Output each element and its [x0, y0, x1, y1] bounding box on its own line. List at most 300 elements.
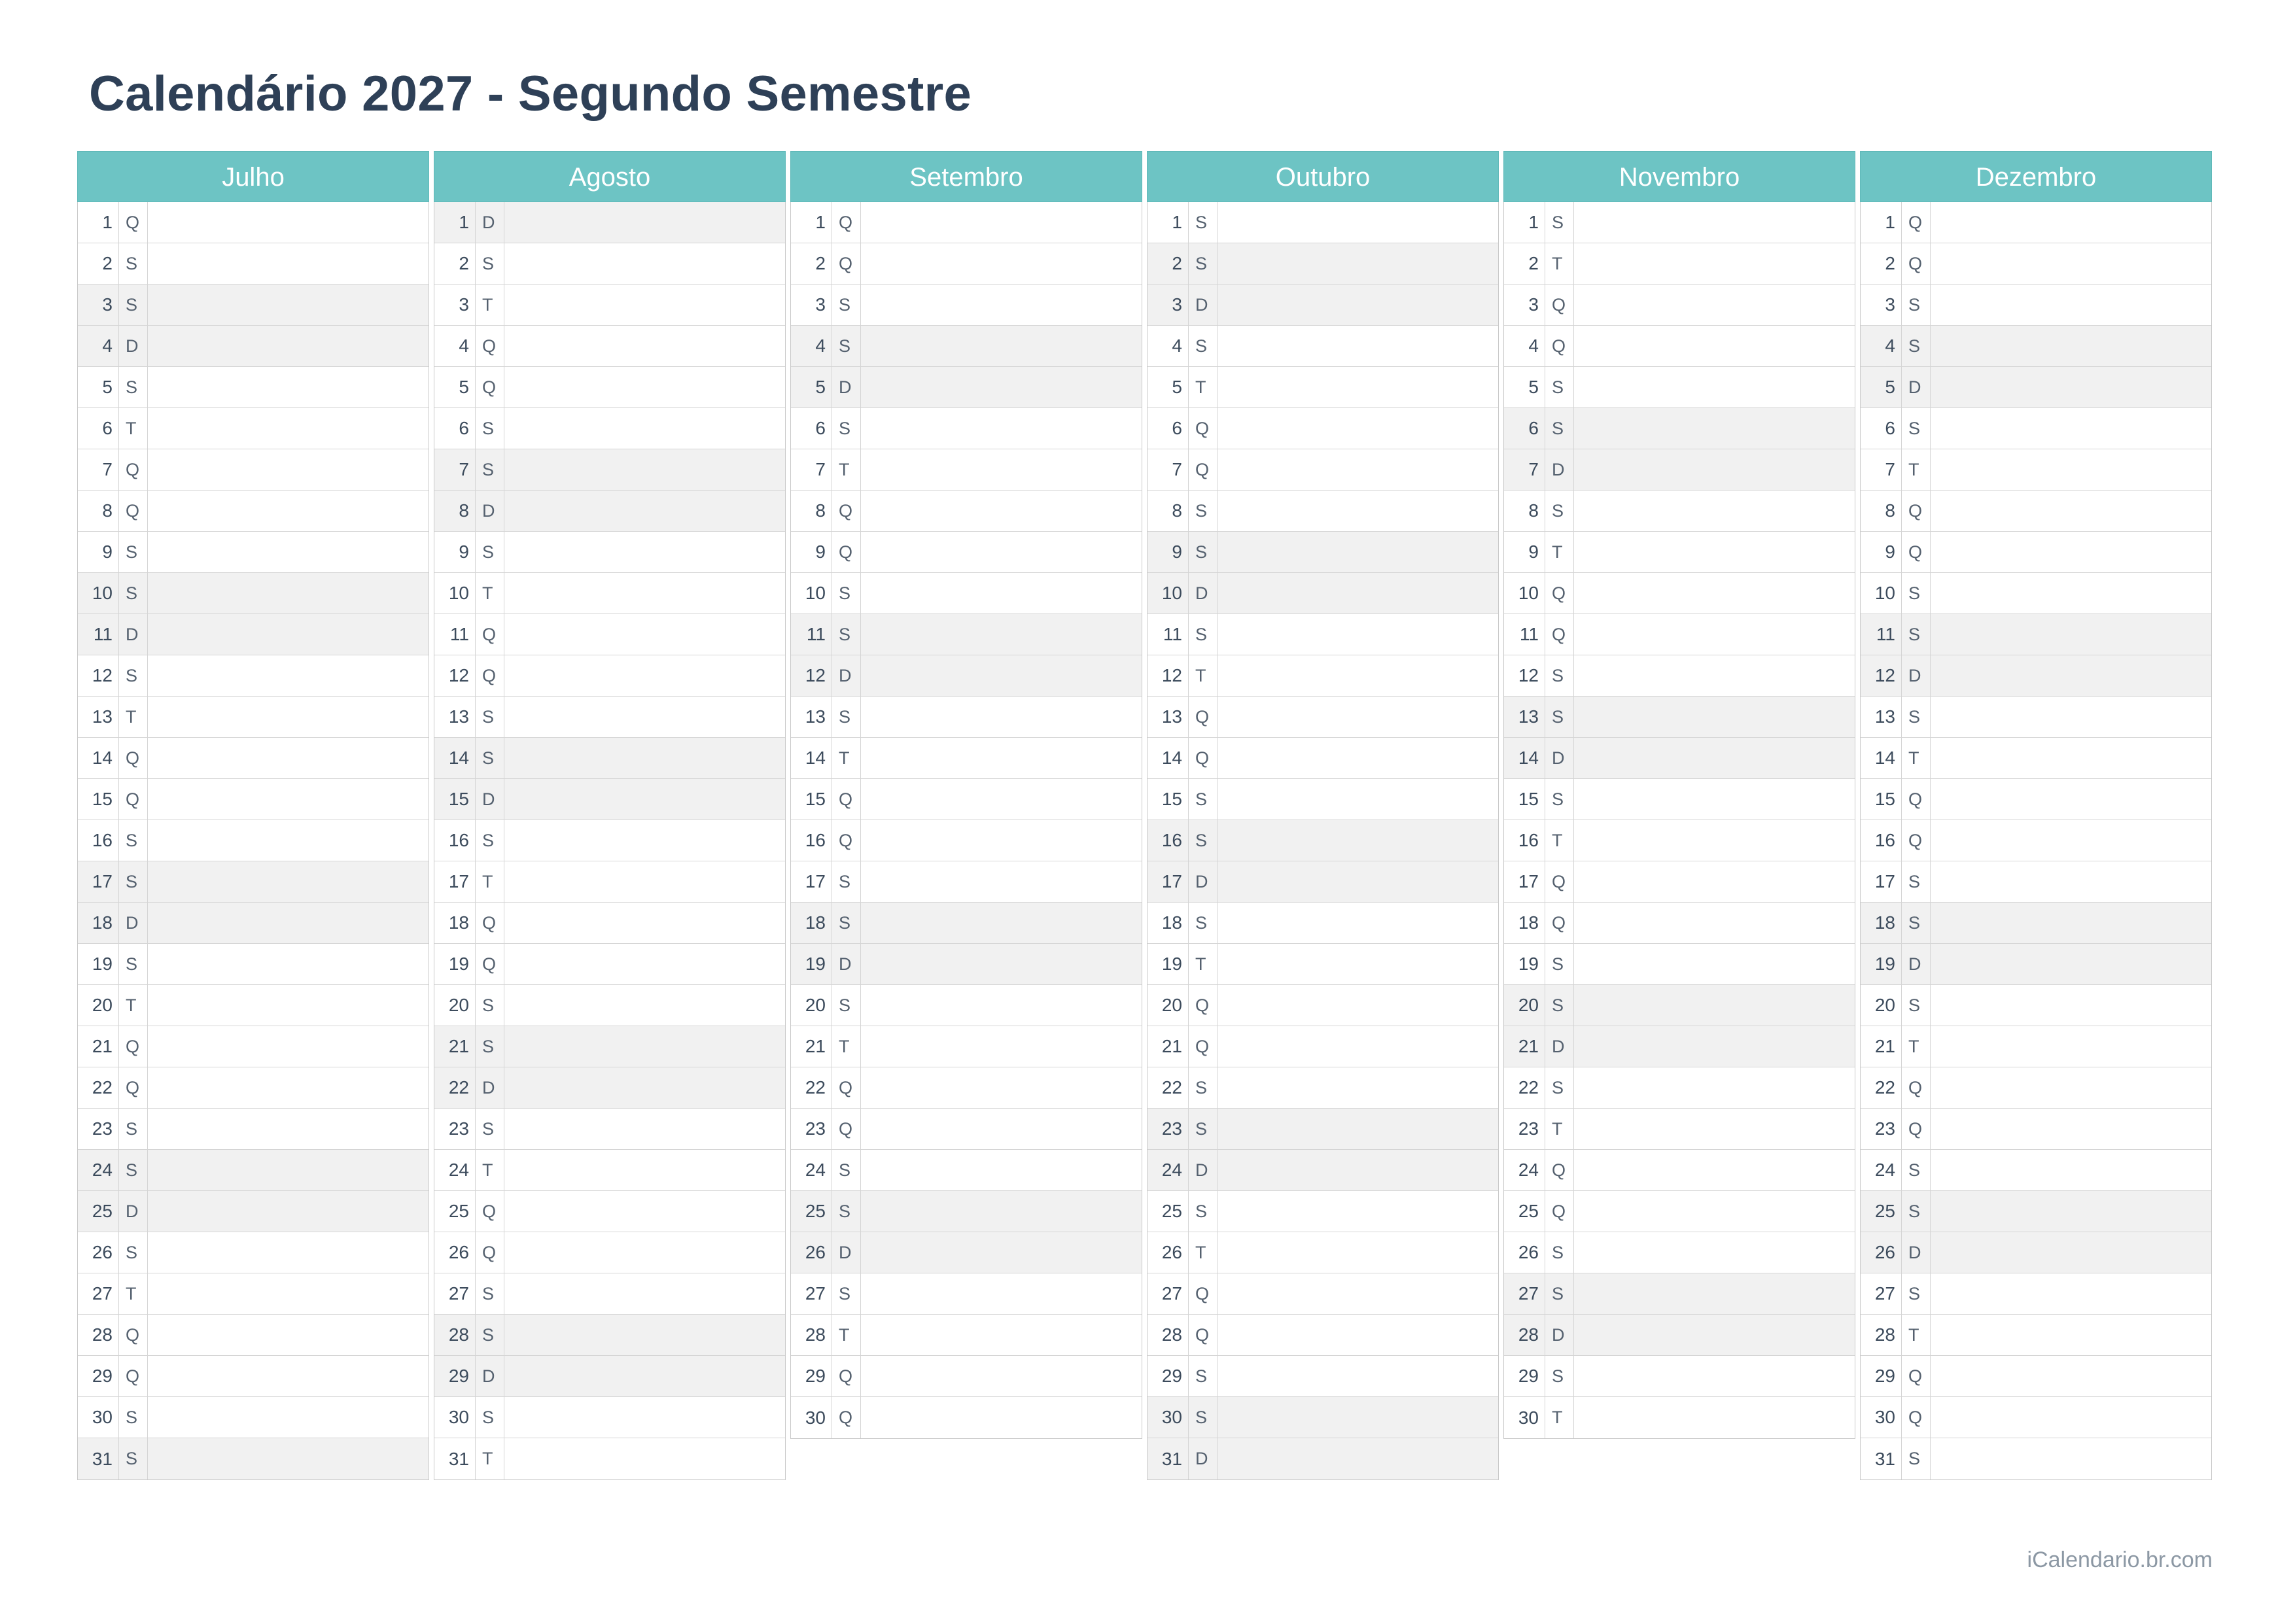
day-note-area[interactable]: [147, 1315, 429, 1355]
day-row[interactable]: [1504, 655, 1855, 697]
day-row[interactable]: [1148, 779, 1498, 820]
day-row[interactable]: [1148, 1356, 1498, 1397]
day-row[interactable]: [1504, 1273, 1855, 1315]
day-note-area[interactable]: [1930, 738, 2211, 778]
day-note-area[interactable]: [147, 491, 429, 531]
day-note-area[interactable]: [860, 1109, 1142, 1149]
day-note-area[interactable]: [1573, 285, 1855, 325]
day-note-area[interactable]: [1930, 655, 2211, 696]
day-row[interactable]: [1861, 1109, 2211, 1150]
day-note-area[interactable]: [1930, 779, 2211, 820]
day-note-area[interactable]: [147, 1026, 429, 1067]
day-row[interactable]: [791, 326, 1142, 367]
day-row[interactable]: [1504, 614, 1855, 655]
day-note-area[interactable]: [147, 243, 429, 284]
day-row[interactable]: [434, 1232, 785, 1273]
day-row[interactable]: [1504, 861, 1855, 903]
day-row[interactable]: [791, 779, 1142, 820]
day-note-area[interactable]: [504, 285, 785, 325]
day-row[interactable]: [1504, 1150, 1855, 1191]
day-note-area[interactable]: [147, 1397, 429, 1438]
day-row[interactable]: [1148, 614, 1498, 655]
day-note-area[interactable]: [147, 326, 429, 366]
day-row[interactable]: [434, 655, 785, 697]
day-note-area[interactable]: [147, 944, 429, 984]
day-row[interactable]: [1148, 326, 1498, 367]
day-note-area[interactable]: [147, 1356, 429, 1396]
day-note-area[interactable]: [504, 573, 785, 613]
day-note-area[interactable]: [1573, 408, 1855, 449]
day-row[interactable]: [1861, 944, 2211, 985]
day-note-area[interactable]: [504, 202, 785, 243]
day-row[interactable]: [78, 1356, 429, 1397]
day-row[interactable]: [1504, 1232, 1855, 1273]
day-row[interactable]: [1148, 491, 1498, 532]
day-note-area[interactable]: [504, 1026, 785, 1067]
day-row[interactable]: [1861, 408, 2211, 449]
day-note-area[interactable]: [860, 491, 1142, 531]
day-note-area[interactable]: [1930, 697, 2211, 737]
day-note-area[interactable]: [1573, 367, 1855, 407]
day-row[interactable]: [791, 1191, 1142, 1232]
day-row[interactable]: [1861, 820, 2211, 861]
day-note-area[interactable]: [504, 449, 785, 490]
day-row[interactable]: [1861, 1273, 2211, 1315]
day-note-area[interactable]: [147, 985, 429, 1026]
day-note-area[interactable]: [1573, 573, 1855, 613]
day-note-area[interactable]: [860, 532, 1142, 572]
day-note-area[interactable]: [1217, 985, 1498, 1026]
day-note-area[interactable]: [504, 1315, 785, 1355]
day-row[interactable]: [78, 861, 429, 903]
day-note-area[interactable]: [1930, 1109, 2211, 1149]
day-note-area[interactable]: [1573, 491, 1855, 531]
day-row[interactable]: [1148, 1067, 1498, 1109]
day-note-area[interactable]: [504, 738, 785, 778]
day-row[interactable]: [1504, 697, 1855, 738]
day-note-area[interactable]: [860, 738, 1142, 778]
day-row[interactable]: [434, 1191, 785, 1232]
day-row[interactable]: [78, 367, 429, 408]
day-note-area[interactable]: [504, 820, 785, 861]
day-row[interactable]: [1861, 1150, 2211, 1191]
day-row[interactable]: [1861, 1026, 2211, 1067]
day-note-area[interactable]: [1217, 202, 1498, 243]
day-row[interactable]: [1861, 1356, 2211, 1397]
day-row[interactable]: [791, 573, 1142, 614]
day-note-area[interactable]: [1217, 697, 1498, 737]
day-row[interactable]: [434, 243, 785, 285]
day-row[interactable]: [1148, 532, 1498, 573]
day-row[interactable]: [78, 326, 429, 367]
day-row[interactable]: [78, 408, 429, 449]
day-note-area[interactable]: [860, 779, 1142, 820]
day-note-area[interactable]: [860, 1150, 1142, 1190]
day-note-area[interactable]: [860, 202, 1142, 243]
day-note-area[interactable]: [1930, 1273, 2211, 1314]
day-note-area[interactable]: [147, 1109, 429, 1149]
day-note-area[interactable]: [860, 1191, 1142, 1232]
day-note-area[interactable]: [860, 573, 1142, 613]
day-row[interactable]: [1504, 1397, 1855, 1438]
day-note-area[interactable]: [1573, 738, 1855, 778]
day-row[interactable]: [1861, 1315, 2211, 1356]
day-note-area[interactable]: [504, 614, 785, 655]
day-note-area[interactable]: [860, 285, 1142, 325]
day-row[interactable]: [1861, 738, 2211, 779]
day-note-area[interactable]: [504, 1438, 785, 1479]
day-note-area[interactable]: [1930, 1356, 2211, 1396]
day-row[interactable]: [1148, 367, 1498, 408]
day-row[interactable]: [791, 1315, 1142, 1356]
day-note-area[interactable]: [147, 697, 429, 737]
day-note-area[interactable]: [1217, 326, 1498, 366]
day-row[interactable]: [1148, 1150, 1498, 1191]
day-row[interactable]: [1504, 1356, 1855, 1397]
day-note-area[interactable]: [1573, 1109, 1855, 1149]
day-note-area[interactable]: [1573, 985, 1855, 1026]
day-row[interactable]: [1148, 408, 1498, 449]
day-row[interactable]: [434, 408, 785, 449]
day-note-area[interactable]: [1217, 1232, 1498, 1273]
day-note-area[interactable]: [860, 861, 1142, 902]
day-note-area[interactable]: [860, 944, 1142, 984]
day-note-area[interactable]: [1573, 1232, 1855, 1273]
day-row[interactable]: [791, 697, 1142, 738]
day-row[interactable]: [1504, 532, 1855, 573]
day-note-area[interactable]: [1217, 1026, 1498, 1067]
day-row[interactable]: [791, 738, 1142, 779]
day-note-area[interactable]: [1217, 1191, 1498, 1232]
day-note-area[interactable]: [1217, 944, 1498, 984]
day-note-area[interactable]: [860, 614, 1142, 655]
day-note-area[interactable]: [1217, 614, 1498, 655]
day-row[interactable]: [1148, 1191, 1498, 1232]
day-note-area[interactable]: [504, 861, 785, 902]
day-row[interactable]: [1148, 1438, 1498, 1479]
day-row[interactable]: [791, 1397, 1142, 1438]
day-row[interactable]: [434, 614, 785, 655]
day-note-area[interactable]: [504, 944, 785, 984]
day-note-area[interactable]: [1930, 820, 2211, 861]
day-note-area[interactable]: [1217, 861, 1498, 902]
day-note-area[interactable]: [147, 861, 429, 902]
day-row[interactable]: [78, 1315, 429, 1356]
day-note-area[interactable]: [504, 367, 785, 407]
day-row[interactable]: [1861, 202, 2211, 243]
day-note-area[interactable]: [860, 985, 1142, 1026]
day-row[interactable]: [1861, 614, 2211, 655]
day-row[interactable]: [1148, 1315, 1498, 1356]
day-row[interactable]: [791, 243, 1142, 285]
day-row[interactable]: [1504, 985, 1855, 1026]
day-row[interactable]: [78, 1191, 429, 1232]
day-note-area[interactable]: [504, 532, 785, 572]
day-row[interactable]: [78, 573, 429, 614]
day-row[interactable]: [434, 779, 785, 820]
day-note-area[interactable]: [147, 1273, 429, 1314]
day-row[interactable]: [1148, 1273, 1498, 1315]
day-note-area[interactable]: [147, 367, 429, 407]
day-row[interactable]: [1504, 820, 1855, 861]
day-note-area[interactable]: [1930, 408, 2211, 449]
day-row[interactable]: [78, 779, 429, 820]
day-row[interactable]: [1504, 1026, 1855, 1067]
day-row[interactable]: [791, 820, 1142, 861]
day-note-area[interactable]: [1930, 1026, 2211, 1067]
day-note-area[interactable]: [1217, 1067, 1498, 1108]
day-row[interactable]: [1148, 861, 1498, 903]
day-row[interactable]: [434, 1150, 785, 1191]
day-row[interactable]: [78, 1438, 429, 1479]
day-note-area[interactable]: [860, 903, 1142, 943]
day-row[interactable]: [791, 861, 1142, 903]
day-note-area[interactable]: [1930, 1438, 2211, 1479]
day-note-area[interactable]: [147, 1067, 429, 1108]
day-row[interactable]: [791, 985, 1142, 1026]
day-note-area[interactable]: [147, 738, 429, 778]
day-note-area[interactable]: [1217, 1315, 1498, 1355]
day-row[interactable]: [1861, 655, 2211, 697]
day-note-area[interactable]: [1930, 903, 2211, 943]
day-note-area[interactable]: [147, 903, 429, 943]
day-note-area[interactable]: [1217, 1397, 1498, 1438]
day-note-area[interactable]: [1930, 532, 2211, 572]
day-note-area[interactable]: [1573, 326, 1855, 366]
day-row[interactable]: [791, 491, 1142, 532]
day-note-area[interactable]: [1573, 655, 1855, 696]
day-row[interactable]: [1504, 903, 1855, 944]
day-note-area[interactable]: [860, 820, 1142, 861]
day-note-area[interactable]: [1217, 1109, 1498, 1149]
day-note-area[interactable]: [1573, 449, 1855, 490]
day-note-area[interactable]: [1573, 202, 1855, 243]
day-row[interactable]: [434, 944, 785, 985]
day-row[interactable]: [1861, 1397, 2211, 1438]
day-row[interactable]: [1861, 697, 2211, 738]
day-row[interactable]: [78, 820, 429, 861]
day-note-area[interactable]: [1930, 614, 2211, 655]
day-note-area[interactable]: [1217, 573, 1498, 613]
day-row[interactable]: [434, 285, 785, 326]
day-note-area[interactable]: [1930, 1397, 2211, 1438]
day-note-area[interactable]: [147, 202, 429, 243]
day-note-area[interactable]: [504, 1356, 785, 1396]
day-row[interactable]: [1148, 1109, 1498, 1150]
day-row[interactable]: [1148, 820, 1498, 861]
day-row[interactable]: [1861, 1191, 2211, 1232]
day-row[interactable]: [78, 944, 429, 985]
day-note-area[interactable]: [1573, 1397, 1855, 1438]
day-note-area[interactable]: [1573, 614, 1855, 655]
day-row[interactable]: [78, 285, 429, 326]
day-row[interactable]: [78, 202, 429, 243]
day-note-area[interactable]: [1573, 1191, 1855, 1232]
day-row[interactable]: [1504, 243, 1855, 285]
day-row[interactable]: [791, 367, 1142, 408]
day-row[interactable]: [791, 614, 1142, 655]
day-note-area[interactable]: [1573, 944, 1855, 984]
day-row[interactable]: [434, 1356, 785, 1397]
day-row[interactable]: [1504, 1191, 1855, 1232]
day-note-area[interactable]: [1930, 243, 2211, 284]
day-note-area[interactable]: [1217, 449, 1498, 490]
day-row[interactable]: [434, 1397, 785, 1438]
day-note-area[interactable]: [1217, 243, 1498, 284]
day-note-area[interactable]: [504, 697, 785, 737]
day-note-area[interactable]: [860, 367, 1142, 407]
day-row[interactable]: [1504, 1109, 1855, 1150]
day-row[interactable]: [434, 532, 785, 573]
day-row[interactable]: [791, 449, 1142, 491]
day-row[interactable]: [1861, 1067, 2211, 1109]
day-note-area[interactable]: [147, 614, 429, 655]
day-note-area[interactable]: [147, 820, 429, 861]
day-row[interactable]: [1148, 655, 1498, 697]
day-row[interactable]: [78, 1397, 429, 1438]
day-row[interactable]: [434, 697, 785, 738]
day-note-area[interactable]: [860, 697, 1142, 737]
day-note-area[interactable]: [1573, 779, 1855, 820]
day-note-area[interactable]: [860, 408, 1142, 449]
day-note-area[interactable]: [1573, 1273, 1855, 1314]
day-note-area[interactable]: [504, 491, 785, 531]
day-note-area[interactable]: [860, 1026, 1142, 1067]
day-note-area[interactable]: [1930, 449, 2211, 490]
day-note-area[interactable]: [1217, 367, 1498, 407]
day-note-area[interactable]: [1573, 861, 1855, 902]
day-note-area[interactable]: [1217, 1356, 1498, 1396]
day-note-area[interactable]: [1217, 1438, 1498, 1479]
day-note-area[interactable]: [1217, 903, 1498, 943]
day-note-area[interactable]: [147, 1438, 429, 1479]
day-row[interactable]: [791, 408, 1142, 449]
day-note-area[interactable]: [1930, 1315, 2211, 1355]
day-row[interactable]: [1504, 573, 1855, 614]
day-row[interactable]: [78, 1232, 429, 1273]
day-row[interactable]: [791, 532, 1142, 573]
day-row[interactable]: [1148, 1397, 1498, 1438]
day-row[interactable]: [1861, 285, 2211, 326]
day-note-area[interactable]: [147, 655, 429, 696]
day-row[interactable]: [78, 697, 429, 738]
day-note-area[interactable]: [860, 1397, 1142, 1438]
day-note-area[interactable]: [1930, 944, 2211, 984]
day-row[interactable]: [1861, 861, 2211, 903]
day-row[interactable]: [1504, 491, 1855, 532]
day-row[interactable]: [434, 738, 785, 779]
day-row[interactable]: [1504, 408, 1855, 449]
day-row[interactable]: [78, 1109, 429, 1150]
day-note-area[interactable]: [1217, 491, 1498, 531]
day-note-area[interactable]: [1573, 820, 1855, 861]
day-row[interactable]: [791, 1109, 1142, 1150]
day-row[interactable]: [1504, 1067, 1855, 1109]
day-row[interactable]: [1148, 1026, 1498, 1067]
day-row[interactable]: [78, 1026, 429, 1067]
day-note-area[interactable]: [504, 1150, 785, 1190]
day-note-area[interactable]: [1930, 1191, 2211, 1232]
day-note-area[interactable]: [504, 243, 785, 284]
day-note-area[interactable]: [1217, 779, 1498, 820]
day-row[interactable]: [791, 655, 1142, 697]
day-note-area[interactable]: [1217, 820, 1498, 861]
day-row[interactable]: [1148, 738, 1498, 779]
day-row[interactable]: [434, 1026, 785, 1067]
day-row[interactable]: [1861, 1232, 2211, 1273]
day-note-area[interactable]: [1930, 985, 2211, 1026]
day-row[interactable]: [791, 1067, 1142, 1109]
day-note-area[interactable]: [860, 449, 1142, 490]
day-row[interactable]: [1861, 903, 2211, 944]
day-row[interactable]: [1504, 202, 1855, 243]
day-note-area[interactable]: [1573, 697, 1855, 737]
day-note-area[interactable]: [504, 1067, 785, 1108]
day-note-area[interactable]: [1930, 1232, 2211, 1273]
day-row[interactable]: [791, 903, 1142, 944]
day-note-area[interactable]: [1573, 1150, 1855, 1190]
day-note-area[interactable]: [1930, 573, 2211, 613]
day-note-area[interactable]: [504, 985, 785, 1026]
day-note-area[interactable]: [504, 779, 785, 820]
day-note-area[interactable]: [504, 326, 785, 366]
day-note-area[interactable]: [504, 1397, 785, 1438]
day-row[interactable]: [791, 285, 1142, 326]
day-note-area[interactable]: [1930, 367, 2211, 407]
day-note-area[interactable]: [860, 655, 1142, 696]
day-row[interactable]: [791, 1356, 1142, 1397]
day-row[interactable]: [1504, 738, 1855, 779]
day-row[interactable]: [78, 449, 429, 491]
day-note-area[interactable]: [860, 1232, 1142, 1273]
day-note-area[interactable]: [860, 243, 1142, 284]
day-row[interactable]: [434, 1273, 785, 1315]
day-row[interactable]: [78, 1067, 429, 1109]
day-row[interactable]: [1861, 367, 2211, 408]
day-row[interactable]: [1148, 1232, 1498, 1273]
day-note-area[interactable]: [147, 1232, 429, 1273]
day-note-area[interactable]: [1217, 285, 1498, 325]
day-row[interactable]: [791, 1232, 1142, 1273]
day-note-area[interactable]: [1217, 1150, 1498, 1190]
day-row[interactable]: [1148, 697, 1498, 738]
day-note-area[interactable]: [504, 1273, 785, 1314]
day-row[interactable]: [1861, 491, 2211, 532]
day-note-area[interactable]: [1573, 1067, 1855, 1108]
day-row[interactable]: [791, 1150, 1142, 1191]
day-note-area[interactable]: [504, 655, 785, 696]
day-note-area[interactable]: [504, 1109, 785, 1149]
day-row[interactable]: [434, 903, 785, 944]
day-row[interactable]: [1504, 326, 1855, 367]
day-row[interactable]: [434, 985, 785, 1026]
day-note-area[interactable]: [860, 1356, 1142, 1396]
day-row[interactable]: [434, 449, 785, 491]
day-note-area[interactable]: [1573, 1315, 1855, 1355]
day-note-area[interactable]: [1217, 738, 1498, 778]
day-row[interactable]: [78, 614, 429, 655]
day-row[interactable]: [1504, 944, 1855, 985]
day-row[interactable]: [434, 820, 785, 861]
day-row[interactable]: [434, 1315, 785, 1356]
day-note-area[interactable]: [1217, 408, 1498, 449]
day-row[interactable]: [1504, 285, 1855, 326]
day-row[interactable]: [1504, 449, 1855, 491]
day-row[interactable]: [78, 1273, 429, 1315]
day-note-area[interactable]: [147, 408, 429, 449]
day-row[interactable]: [1148, 903, 1498, 944]
day-row[interactable]: [791, 1273, 1142, 1315]
